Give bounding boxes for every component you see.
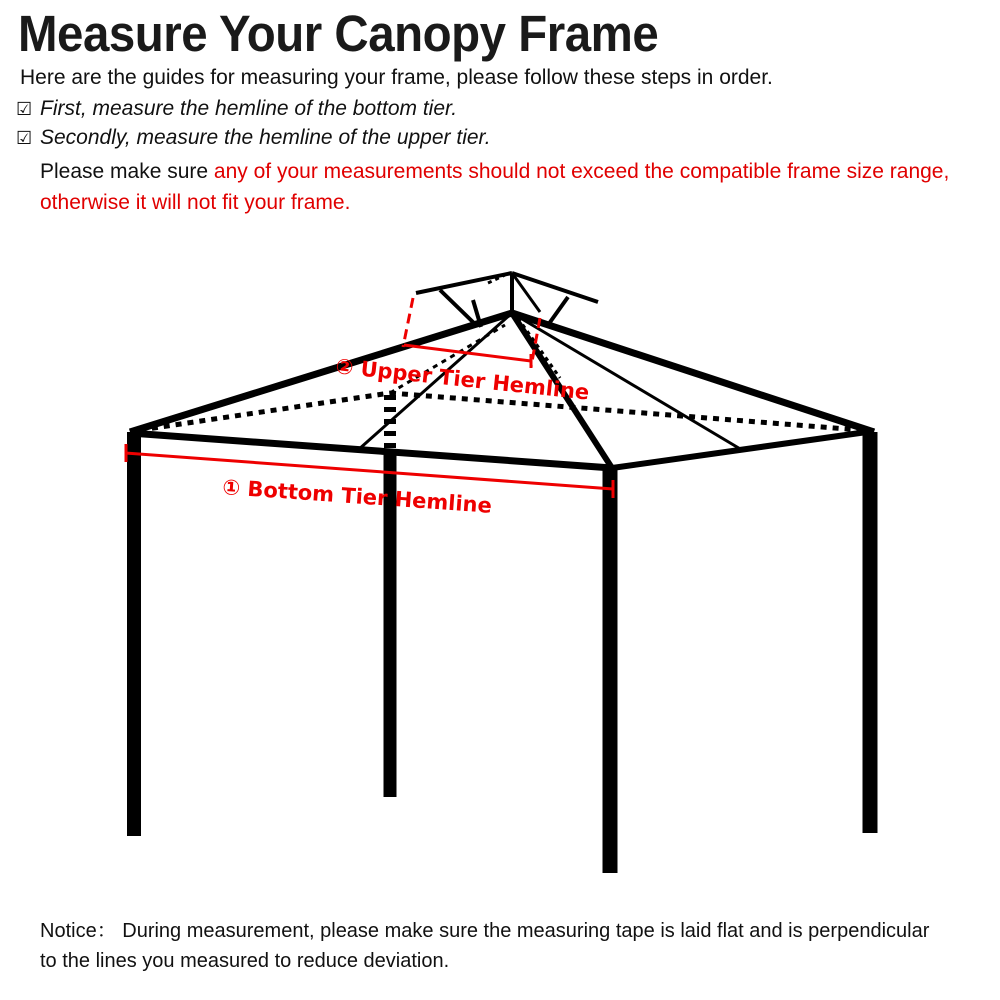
frame-lines xyxy=(130,273,874,873)
page-title: Measure Your Canopy Frame xyxy=(18,5,659,62)
upper-tier-label: ② Upper Tier Hemline xyxy=(334,354,591,405)
notice-body: During measurement, please make sure the measuring tape is laid flat and is perpendicular to the lines you measured to reduce deviation. xyxy=(40,920,930,972)
step-2-text: Secondly, measure the hemline of the upper tier. xyxy=(40,126,491,149)
checkbox-checked-icon: ☑ xyxy=(16,98,33,119)
warning-highlight: any of your measurements should not exceed the compatible frame size range, otherwise it will not fit your frame. xyxy=(40,160,950,214)
step-1-text: First, measure the hemline of the bottom tier. xyxy=(40,97,458,120)
intro-text: Here are the guides for measuring your frame, please follow these steps in order. xyxy=(20,66,773,89)
warning-prefix: Please make sure xyxy=(40,160,214,183)
notice-label: Notice： xyxy=(40,920,117,942)
notice-text xyxy=(40,916,940,976)
bottom-tier-label: ① Bottom Tier Hemline xyxy=(221,475,493,518)
checkbox-checked-icon: ☑ xyxy=(16,127,33,148)
